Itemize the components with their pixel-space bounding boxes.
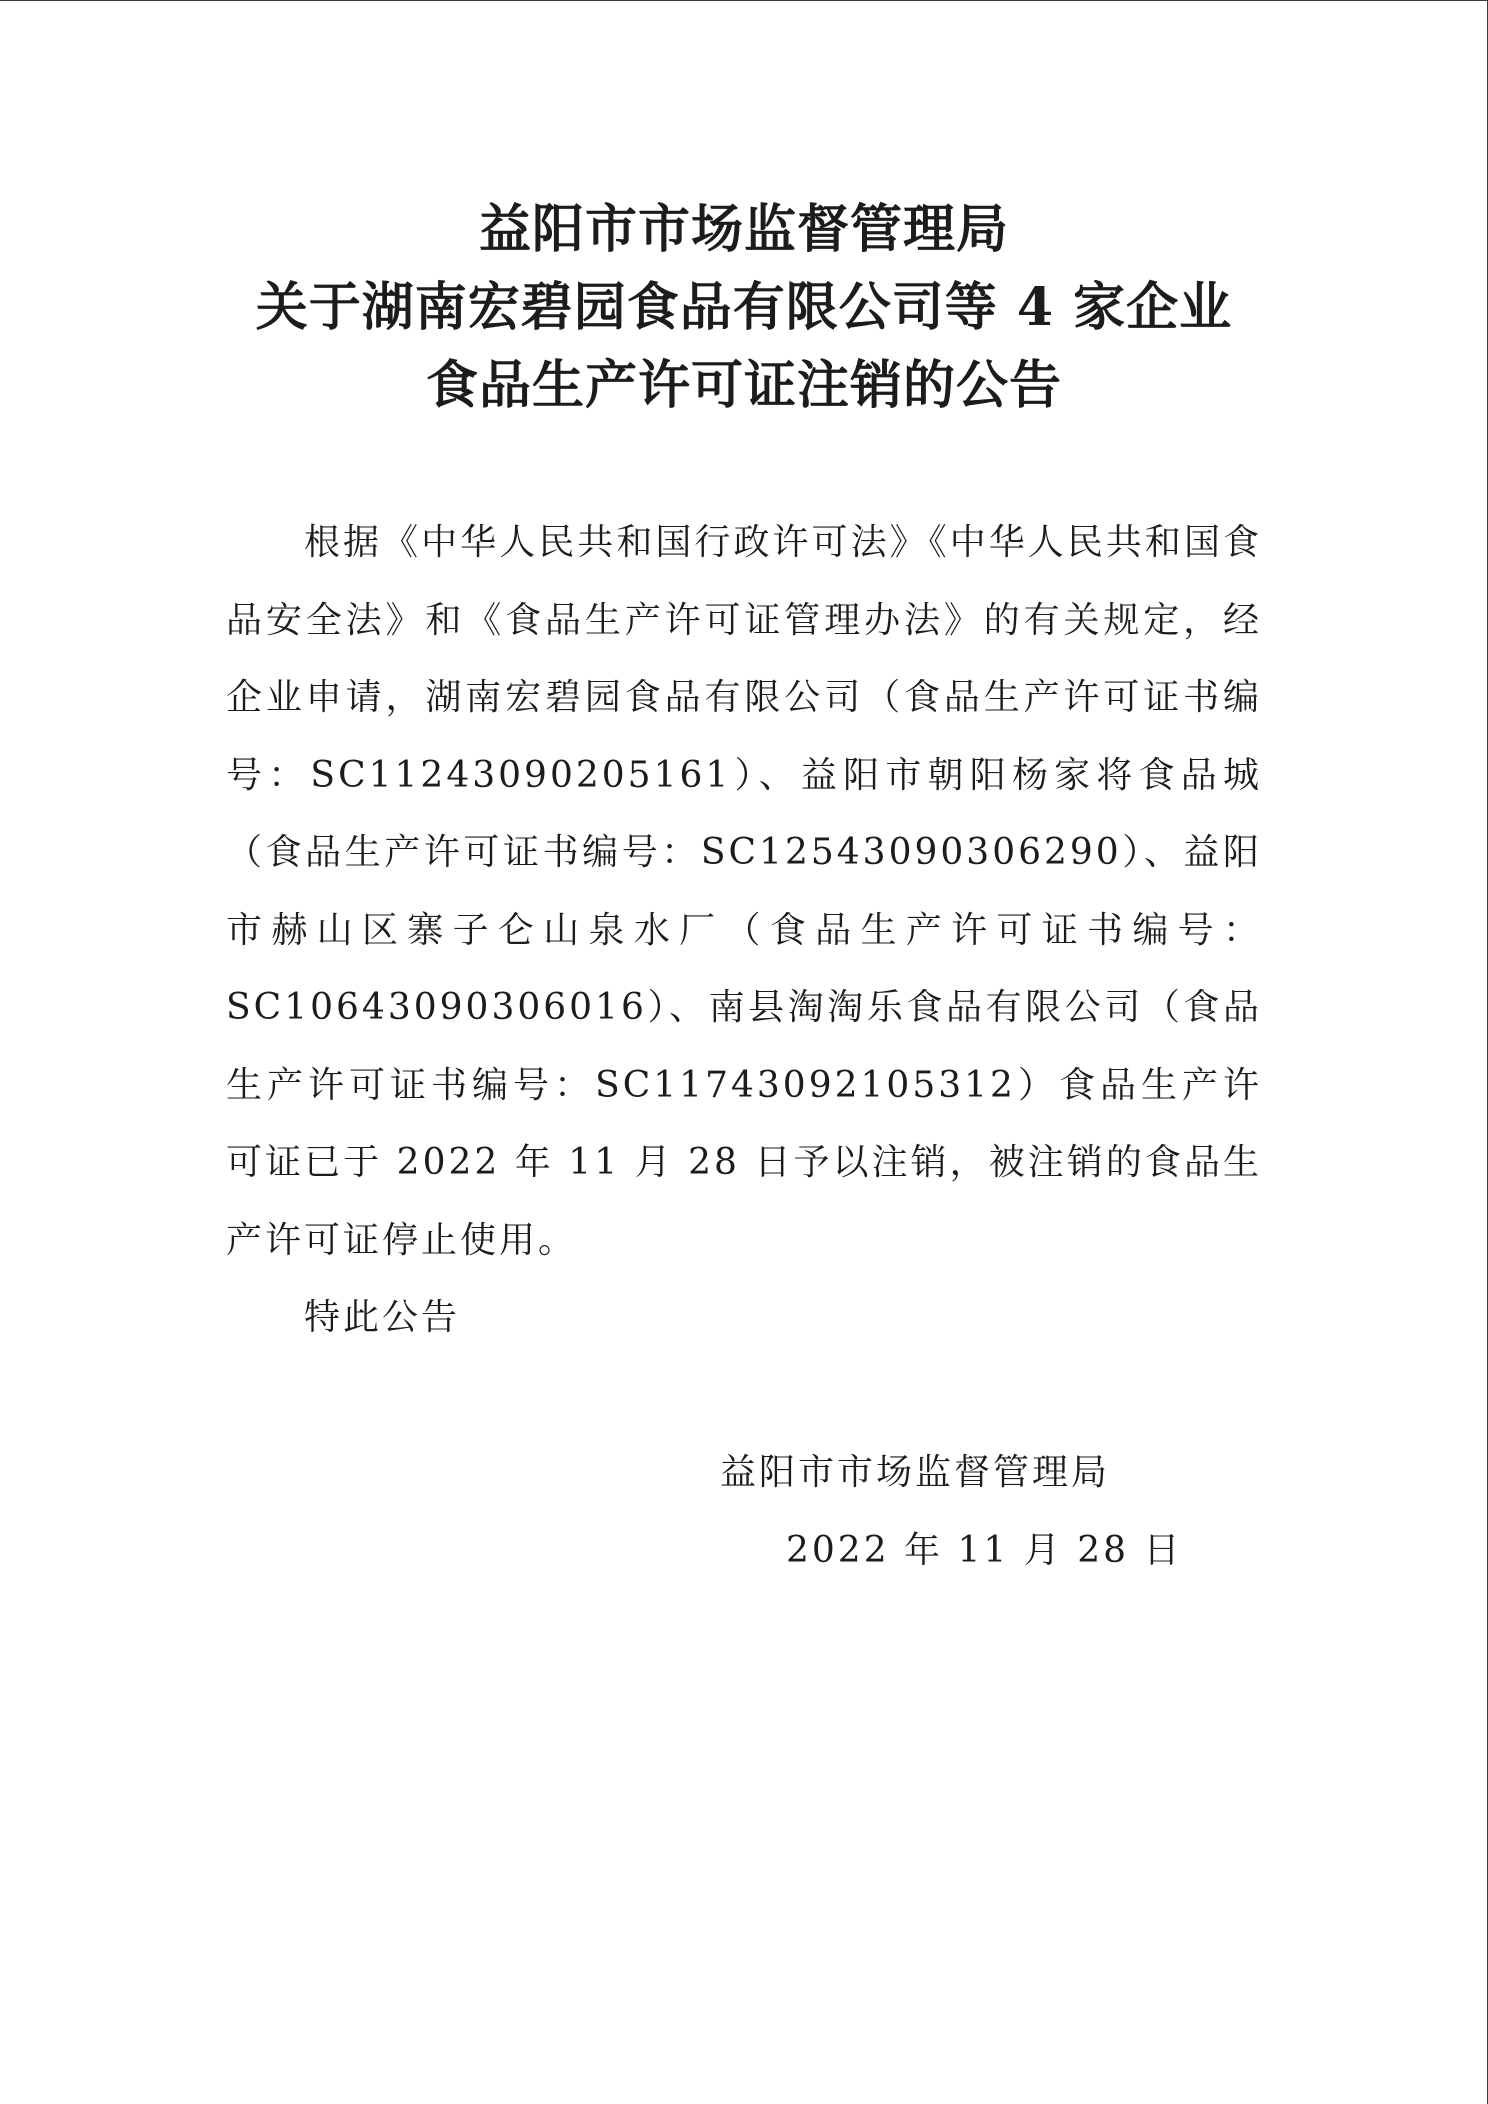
signature-block xyxy=(720,1434,1240,1590)
document-body xyxy=(226,504,1262,1357)
body-paragraph: 根据《中华人民共和国行政许可法》《中华人民共和国食品安全法》和《食品生产许可证管理办法》的有关规定，经企业申请，湖南宏碧园食品有限公司（食品生产许可证书编号：SC11243090205161）、益阳市朝阳杨家将食品城（食品生产许可证书编号：SC12543090306290）、益阳市赫山区寨子仑山泉水厂（食品生产许可证书编号：SC10643090306016）、南县淘淘乐食品有限公司（食品生产许可证书编号：SC11743092105312）食品生产许可证已于 2022 年 11 月 28 日予以注销，被注销的食品生产许可证停止使用。 xyxy=(226,522,1262,1261)
closing-remark: 特此公告 xyxy=(304,1297,461,1338)
document-title xyxy=(0,191,1488,425)
title-line-issuer: 益阳市市场监督管理局 xyxy=(478,199,1009,260)
signature-organization: 益阳市市场监督管理局 xyxy=(720,1452,1111,1493)
signature-date: 2022 年 11 月 28 日 xyxy=(786,1530,1183,1571)
title-line-topic: 食品生产许可证注销的公告 xyxy=(425,355,1062,416)
title-line-subject: 关于湖南宏碧园食品有限公司等 4 家企业 xyxy=(255,277,1233,338)
